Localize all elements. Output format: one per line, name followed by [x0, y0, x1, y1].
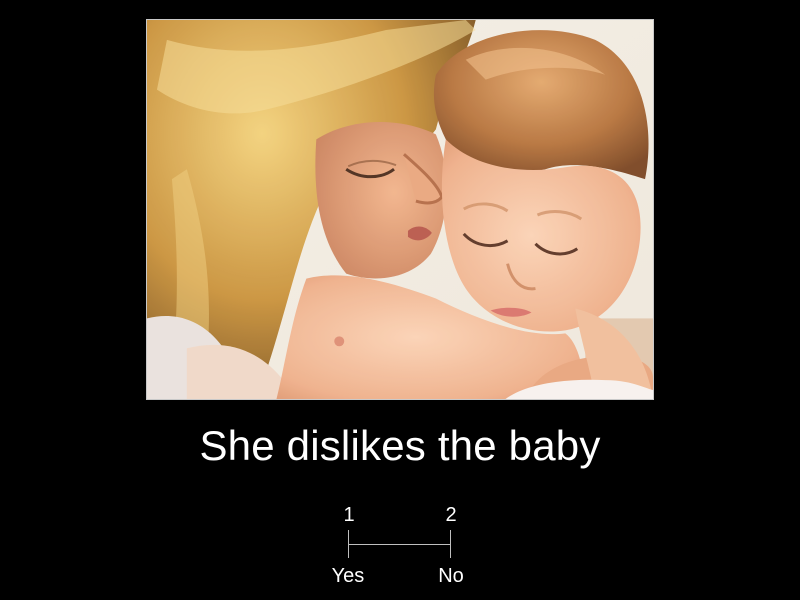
scale-point-2-number: 2 — [445, 504, 457, 526]
scale-point-1-number: 1 — [343, 504, 355, 526]
photo-frame — [146, 19, 654, 400]
scale-option-no[interactable]: No — [438, 565, 464, 587]
scale-tick-left — [348, 530, 349, 558]
mother-baby-photo — [147, 20, 653, 399]
scale-bar — [348, 544, 451, 545]
scale-option-yes[interactable]: Yes — [331, 565, 365, 587]
statement-text: She dislikes the baby — [199, 422, 601, 469]
scale-tick-right — [450, 530, 451, 558]
